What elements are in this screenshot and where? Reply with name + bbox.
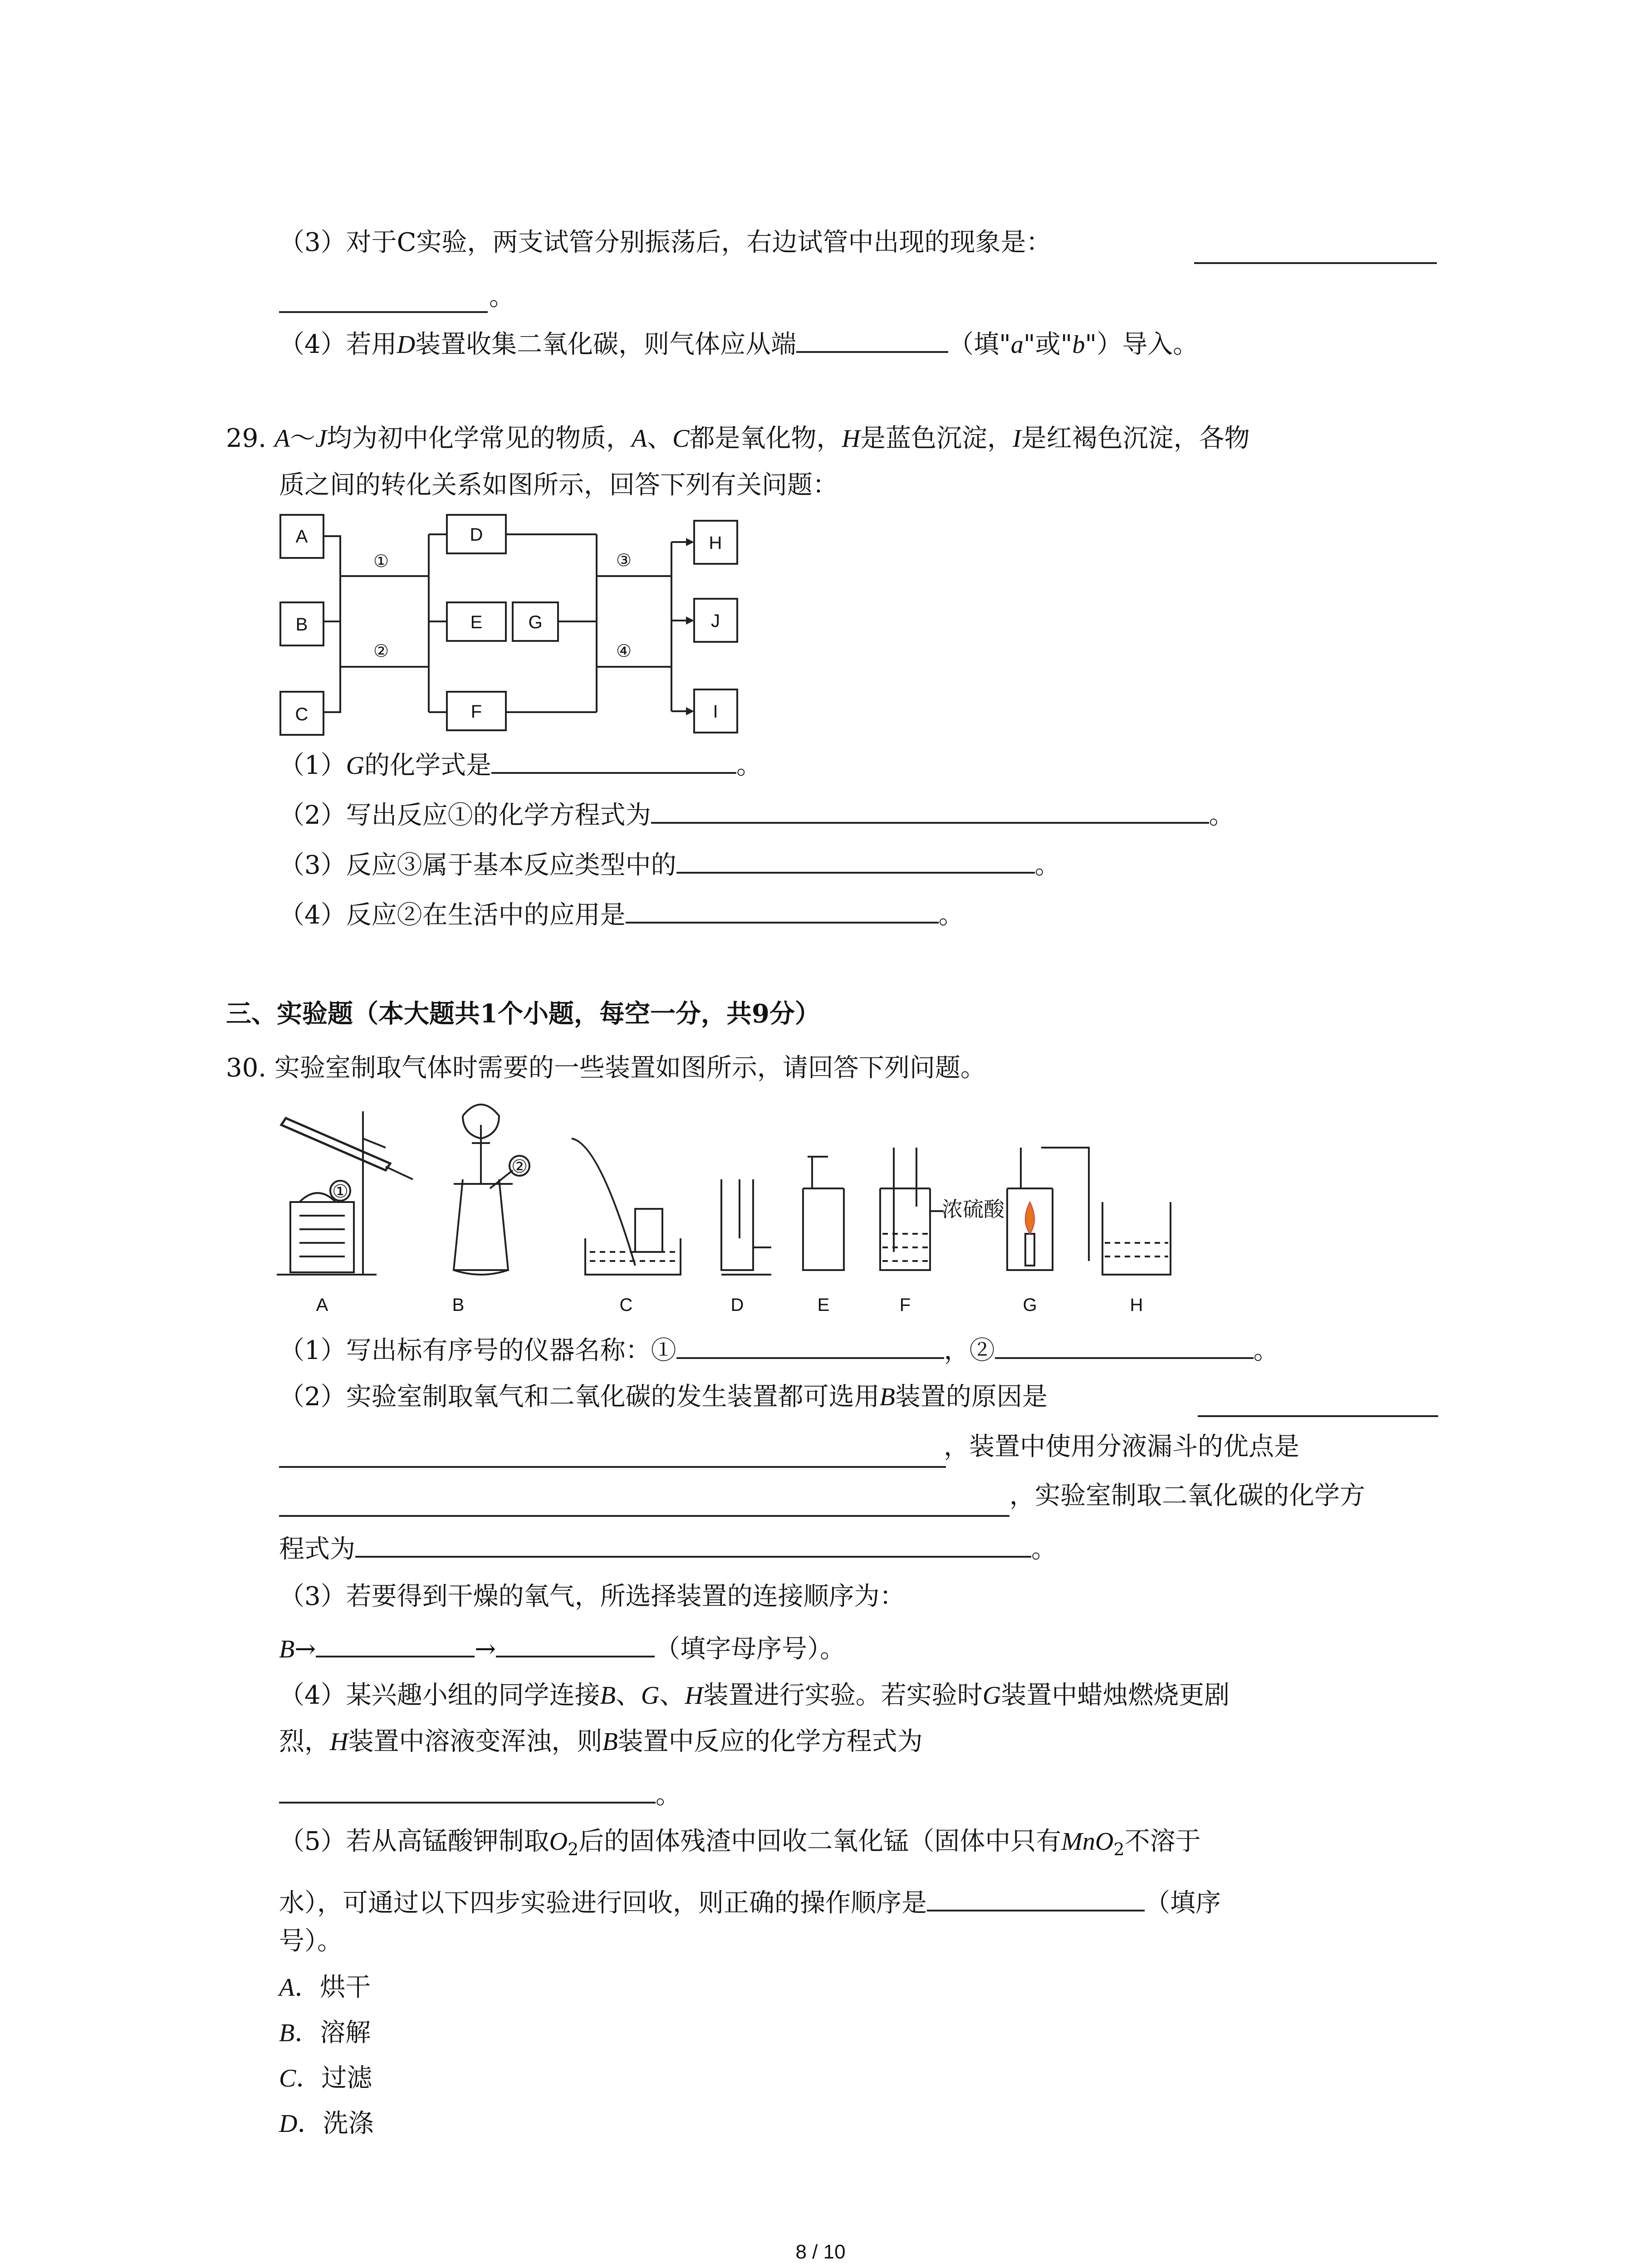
candle-flame <box>1025 1202 1034 1234</box>
q30-part3-answer: B→ → （填字母序号）。 <box>279 1628 845 1667</box>
box-d-label: D <box>470 525 483 545</box>
q28-part3-end: 。 <box>489 282 514 312</box>
f-reagent-label: 浓硫酸 <box>942 1198 1004 1221</box>
q30-part1-blank-1[interactable] <box>676 1329 944 1359</box>
label-h: H <box>1130 1295 1143 1315</box>
apparatus-h <box>1102 1202 1171 1275</box>
q29-part4-blank[interactable] <box>626 894 939 924</box>
box-c-label: C <box>295 704 309 724</box>
apparatus-f <box>880 1148 944 1270</box>
box-i-label: I <box>713 702 718 722</box>
label-f: F <box>899 1295 911 1315</box>
q29-part1-blank[interactable] <box>491 744 736 774</box>
reaction-1-label: ① <box>373 552 389 571</box>
q30-stem: 30. 实验室制取气体时需要的一些装置如图所示，请回答下列问题。 <box>226 1053 986 1083</box>
apparatus-d <box>721 1179 771 1275</box>
q30-part2-line3: ，实验室制取二氧化碳的化学方 <box>1009 1481 1365 1510</box>
q28-part3-blank-2[interactable] <box>279 311 488 313</box>
callout-2: ② <box>511 1157 528 1177</box>
q30-part3: （3）若要得到干燥的氧气，所选择装置的连接顺序为： <box>279 1582 905 1611</box>
label-e: E <box>817 1295 830 1315</box>
q29-stem-line2: 质之间的转化关系如图所示，回答下列有关问题： <box>279 470 838 500</box>
box-e-label: E <box>470 612 483 632</box>
q30-part3-blank-2[interactable] <box>496 1628 655 1657</box>
q28-part3: （3）对于C实验，两支试管分别振荡后，右边试管中出现的现象是： <box>279 228 1052 257</box>
box-g-label: G <box>528 612 543 632</box>
q30-option-b[interactable]: B．溶解 <box>279 2018 371 2048</box>
box-a-label: A <box>295 527 308 547</box>
q29-part3-blank[interactable] <box>676 844 1035 874</box>
q30-option-c[interactable]: C．过滤 <box>279 2063 372 2093</box>
q30-part3-blank-1[interactable] <box>316 1628 475 1657</box>
q30-part2-blank-3[interactable] <box>355 1528 1031 1558</box>
q30-part2-line4: 程式为 。 <box>279 1528 1057 1568</box>
label-b: B <box>452 1295 465 1315</box>
label-c: C <box>619 1295 633 1315</box>
apparatus-g <box>1007 1148 1089 1270</box>
label-g: G <box>1023 1295 1037 1315</box>
label-a: A <box>316 1295 328 1315</box>
q30-part2-blank-1a[interactable] <box>1198 1415 1438 1417</box>
callout-1: ① <box>332 1182 348 1202</box>
box-h-label: H <box>709 533 722 553</box>
q30-part1: （1）写出标有序号的仪器名称：① ，② 。 <box>279 1329 1279 1369</box>
q29-part1: （1）G的化学式是 。 <box>279 744 762 784</box>
reaction-2-label: ② <box>373 642 389 661</box>
q30-part4-blank[interactable] <box>279 1774 656 1804</box>
q29-part4: （4）反应②在生活中的应用是 。 <box>279 894 964 934</box>
q30-part4-line1: （4）某兴趣小组的同学连接B、G、H装置进行实验。若实验时G装置中蜡烛燃烧更剧 <box>279 1681 1230 1710</box>
q30-part4-line2: 烈，H装置中溶液变浑浊，则B装置中反应的化学方程式为 <box>279 1727 923 1756</box>
q30-apparatus-figure <box>272 1098 1225 1325</box>
box-b-label: B <box>295 615 308 635</box>
q29-conversion-diagram <box>272 513 749 739</box>
q30-part1-blank-2[interactable] <box>995 1329 1254 1359</box>
q30-part2-line1: （2）实验室制取氧气和二氧化碳的发生装置都可选用B装置的原因是 <box>279 1382 1048 1412</box>
apparatus-c <box>572 1139 681 1275</box>
reaction-4-label: ④ <box>616 642 632 661</box>
reaction-3-label: ③ <box>616 551 632 570</box>
q30-part5-line1: （5）若从高锰酸钾制取$O_2$后的固体残渣中回收二氧化锰（固体中只有MnO$_2$不溶于 <box>279 1827 1201 1860</box>
apparatus-e <box>803 1157 844 1270</box>
box-j-label: J <box>711 611 720 631</box>
q30-part5-blank[interactable] <box>927 1882 1145 1911</box>
q29-stem-line1: 29. A～J均为初中化学常见的物质，A、C都是氧化物，H是蓝色沉淀，I是红褐色沉淀，各物 <box>226 424 1250 453</box>
q30-part4-line3: 。 <box>279 1774 681 1813</box>
q30-part5-line2: 水），可通过以下四步实验进行回收，则正确的操作顺序是 （填序 <box>279 1882 1221 1921</box>
section-title: 三、实验题（本大题共1个小题，每空一分，共9分） <box>226 999 820 1029</box>
q30-part2-line2: ，装置中使用分液漏斗的优点是 <box>944 1432 1299 1461</box>
q29-part2: （2）写出反应①的化学方程式为 。 <box>279 794 1234 834</box>
q30-part2-blank-2[interactable] <box>279 1515 1009 1517</box>
q28-part4-blank[interactable] <box>796 323 948 353</box>
apparatus-b <box>454 1105 529 1275</box>
q29-part2-blank[interactable] <box>651 794 1209 824</box>
page-number: 8 / 10 <box>795 2241 846 2263</box>
q30-part5-line3: 号）。 <box>279 1926 343 1956</box>
q28-part3-blank-1[interactable] <box>1194 262 1437 264</box>
box-f-label: F <box>470 702 482 722</box>
q28-part4: （4）若用D装置收集二氧化碳，则气体应从端 （填"a"或"b"）导入。 <box>279 323 1198 363</box>
label-d: D <box>730 1295 744 1315</box>
q29-part3: （3）反应③属于基本反应类型中的 。 <box>279 844 1060 884</box>
q30-option-d[interactable]: D．洗涤 <box>279 2109 374 2138</box>
q30-option-a[interactable]: A．烘干 <box>279 1973 371 2002</box>
q30-part2-blank-1b[interactable] <box>279 1466 946 1468</box>
